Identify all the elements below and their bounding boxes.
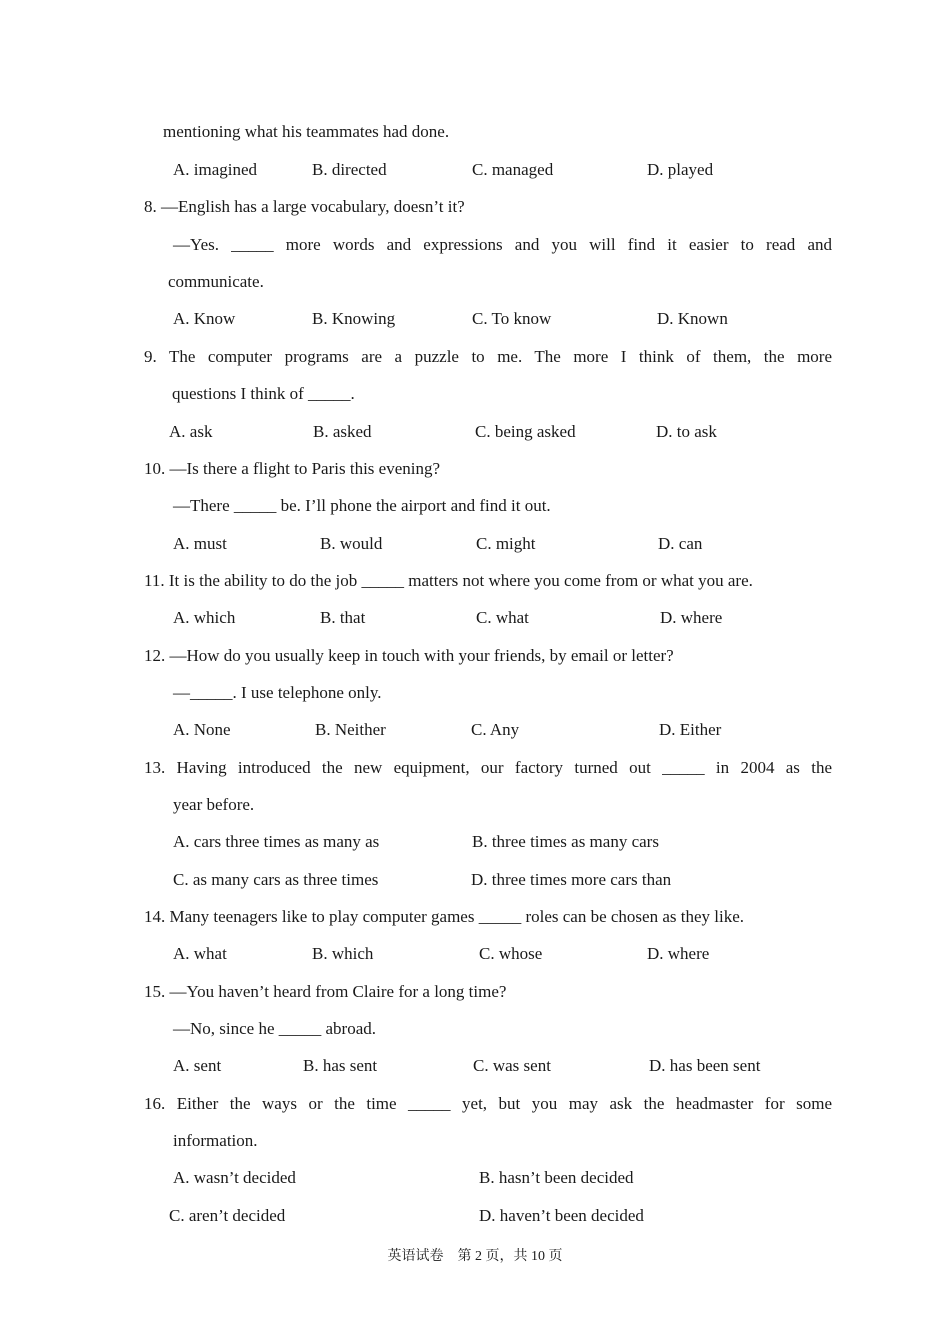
q8-reply-line2: communicate.	[168, 272, 264, 291]
q13-stem-line2: year before.	[173, 795, 255, 814]
q10-reply: —There _____ be. I’ll phone the airport and find it out.	[173, 496, 551, 515]
q7-option-c: C. managed	[472, 160, 554, 179]
q7-option-a: A. imagined	[173, 160, 258, 179]
q7-tail: mentioning what his teammates had done.	[163, 122, 450, 141]
q8-option-d: D. Known	[657, 309, 728, 328]
q14-option-c: C. whose	[479, 944, 543, 963]
q8-option-a: A. Know	[173, 309, 236, 328]
q15-reply: —No, since he _____ abroad.	[173, 1019, 377, 1038]
q13-option-d: D. three times more cars than	[471, 870, 672, 889]
q13-stem-line1: 13. Having introduced the new equipment, our factory turned out _____ in 2004 as the	[144, 758, 832, 777]
q8-prompt: 8. —English has a large vocabulary, doesn’t it?	[144, 197, 465, 216]
q7-option-d: D. played	[647, 160, 714, 179]
q9-option-b: B. asked	[313, 422, 372, 441]
q10-option-b: B. would	[320, 534, 383, 553]
q11-option-c: C. what	[476, 608, 529, 627]
q9-option-d: D. to ask	[656, 422, 717, 441]
q10-option-a: A. must	[173, 534, 227, 553]
q14-option-a: A. what	[173, 944, 227, 963]
q8-option-c: C. To know	[472, 309, 552, 328]
q14-option-d: D. where	[647, 944, 710, 963]
q11-option-d: D. where	[660, 608, 723, 627]
q15-option-a: A. sent	[173, 1056, 222, 1075]
q8-reply-line1: —Yes. _____ more words and expressions and you will find it easier to read and	[173, 235, 832, 254]
q9-option-a: A. ask	[169, 422, 213, 441]
q15-prompt: 15. —You haven’t heard from Claire for a long time?	[144, 982, 507, 1001]
q15-option-c: C. was sent	[473, 1056, 551, 1075]
q11-stem: 11. It is the ability to do the job _____ matters not where you come from or what you are.	[144, 571, 753, 590]
q16-option-a: A. wasn’t decided	[173, 1168, 296, 1187]
q12-option-c: C. Any	[471, 720, 520, 739]
page-footer: 英语试卷 第 2 页，共 10 页	[387, 1249, 563, 1264]
q14-stem: 14. Many teenagers like to play computer games _____ roles can be chosen as they like.	[144, 907, 745, 926]
q8-option-b: B. Knowing	[312, 309, 396, 328]
q11-option-b: B. that	[320, 608, 366, 627]
q16-stem-line1: 16. Either the ways or the time _____ yet, but you may ask the headmaster for some	[144, 1094, 832, 1113]
q9-stem-line2: questions I think of _____.	[172, 384, 355, 403]
q15-option-b: B. has sent	[303, 1056, 378, 1075]
q9-option-c: C. being asked	[475, 422, 576, 441]
q12-prompt: 12. —How do you usually keep in touch with your friends, by email or letter?	[144, 646, 674, 665]
q7-option-b: B. directed	[312, 160, 387, 179]
q9-stem-line1: 9. The computer programs are a puzzle to me. The more I think of them, the more	[144, 347, 832, 366]
q12-option-a: A. None	[173, 720, 231, 739]
q12-reply: —_____. I use telephone only.	[173, 683, 382, 702]
q12-option-b: B. Neither	[315, 720, 386, 739]
q15-option-d: D. has been sent	[649, 1056, 761, 1075]
q13-option-b: B. three times as many cars	[472, 832, 659, 851]
q10-prompt: 10. —Is there a flight to Paris this evening?	[144, 459, 441, 478]
q10-option-c: C. might	[476, 534, 536, 553]
q14-option-b: B. which	[312, 944, 374, 963]
q16-stem-line2: information.	[173, 1131, 258, 1150]
q13-option-c: C. as many cars as three times	[173, 870, 379, 889]
q10-option-d: D. can	[658, 534, 703, 553]
q16-option-c: C. aren’t decided	[169, 1206, 286, 1225]
q13-option-a: A. cars three times as many as	[173, 832, 380, 851]
q16-option-b: B. hasn’t been decided	[479, 1168, 634, 1187]
q11-option-a: A. which	[173, 608, 236, 627]
q16-option-d: D. haven’t been decided	[479, 1206, 644, 1225]
q12-option-d: D. Either	[659, 720, 722, 739]
